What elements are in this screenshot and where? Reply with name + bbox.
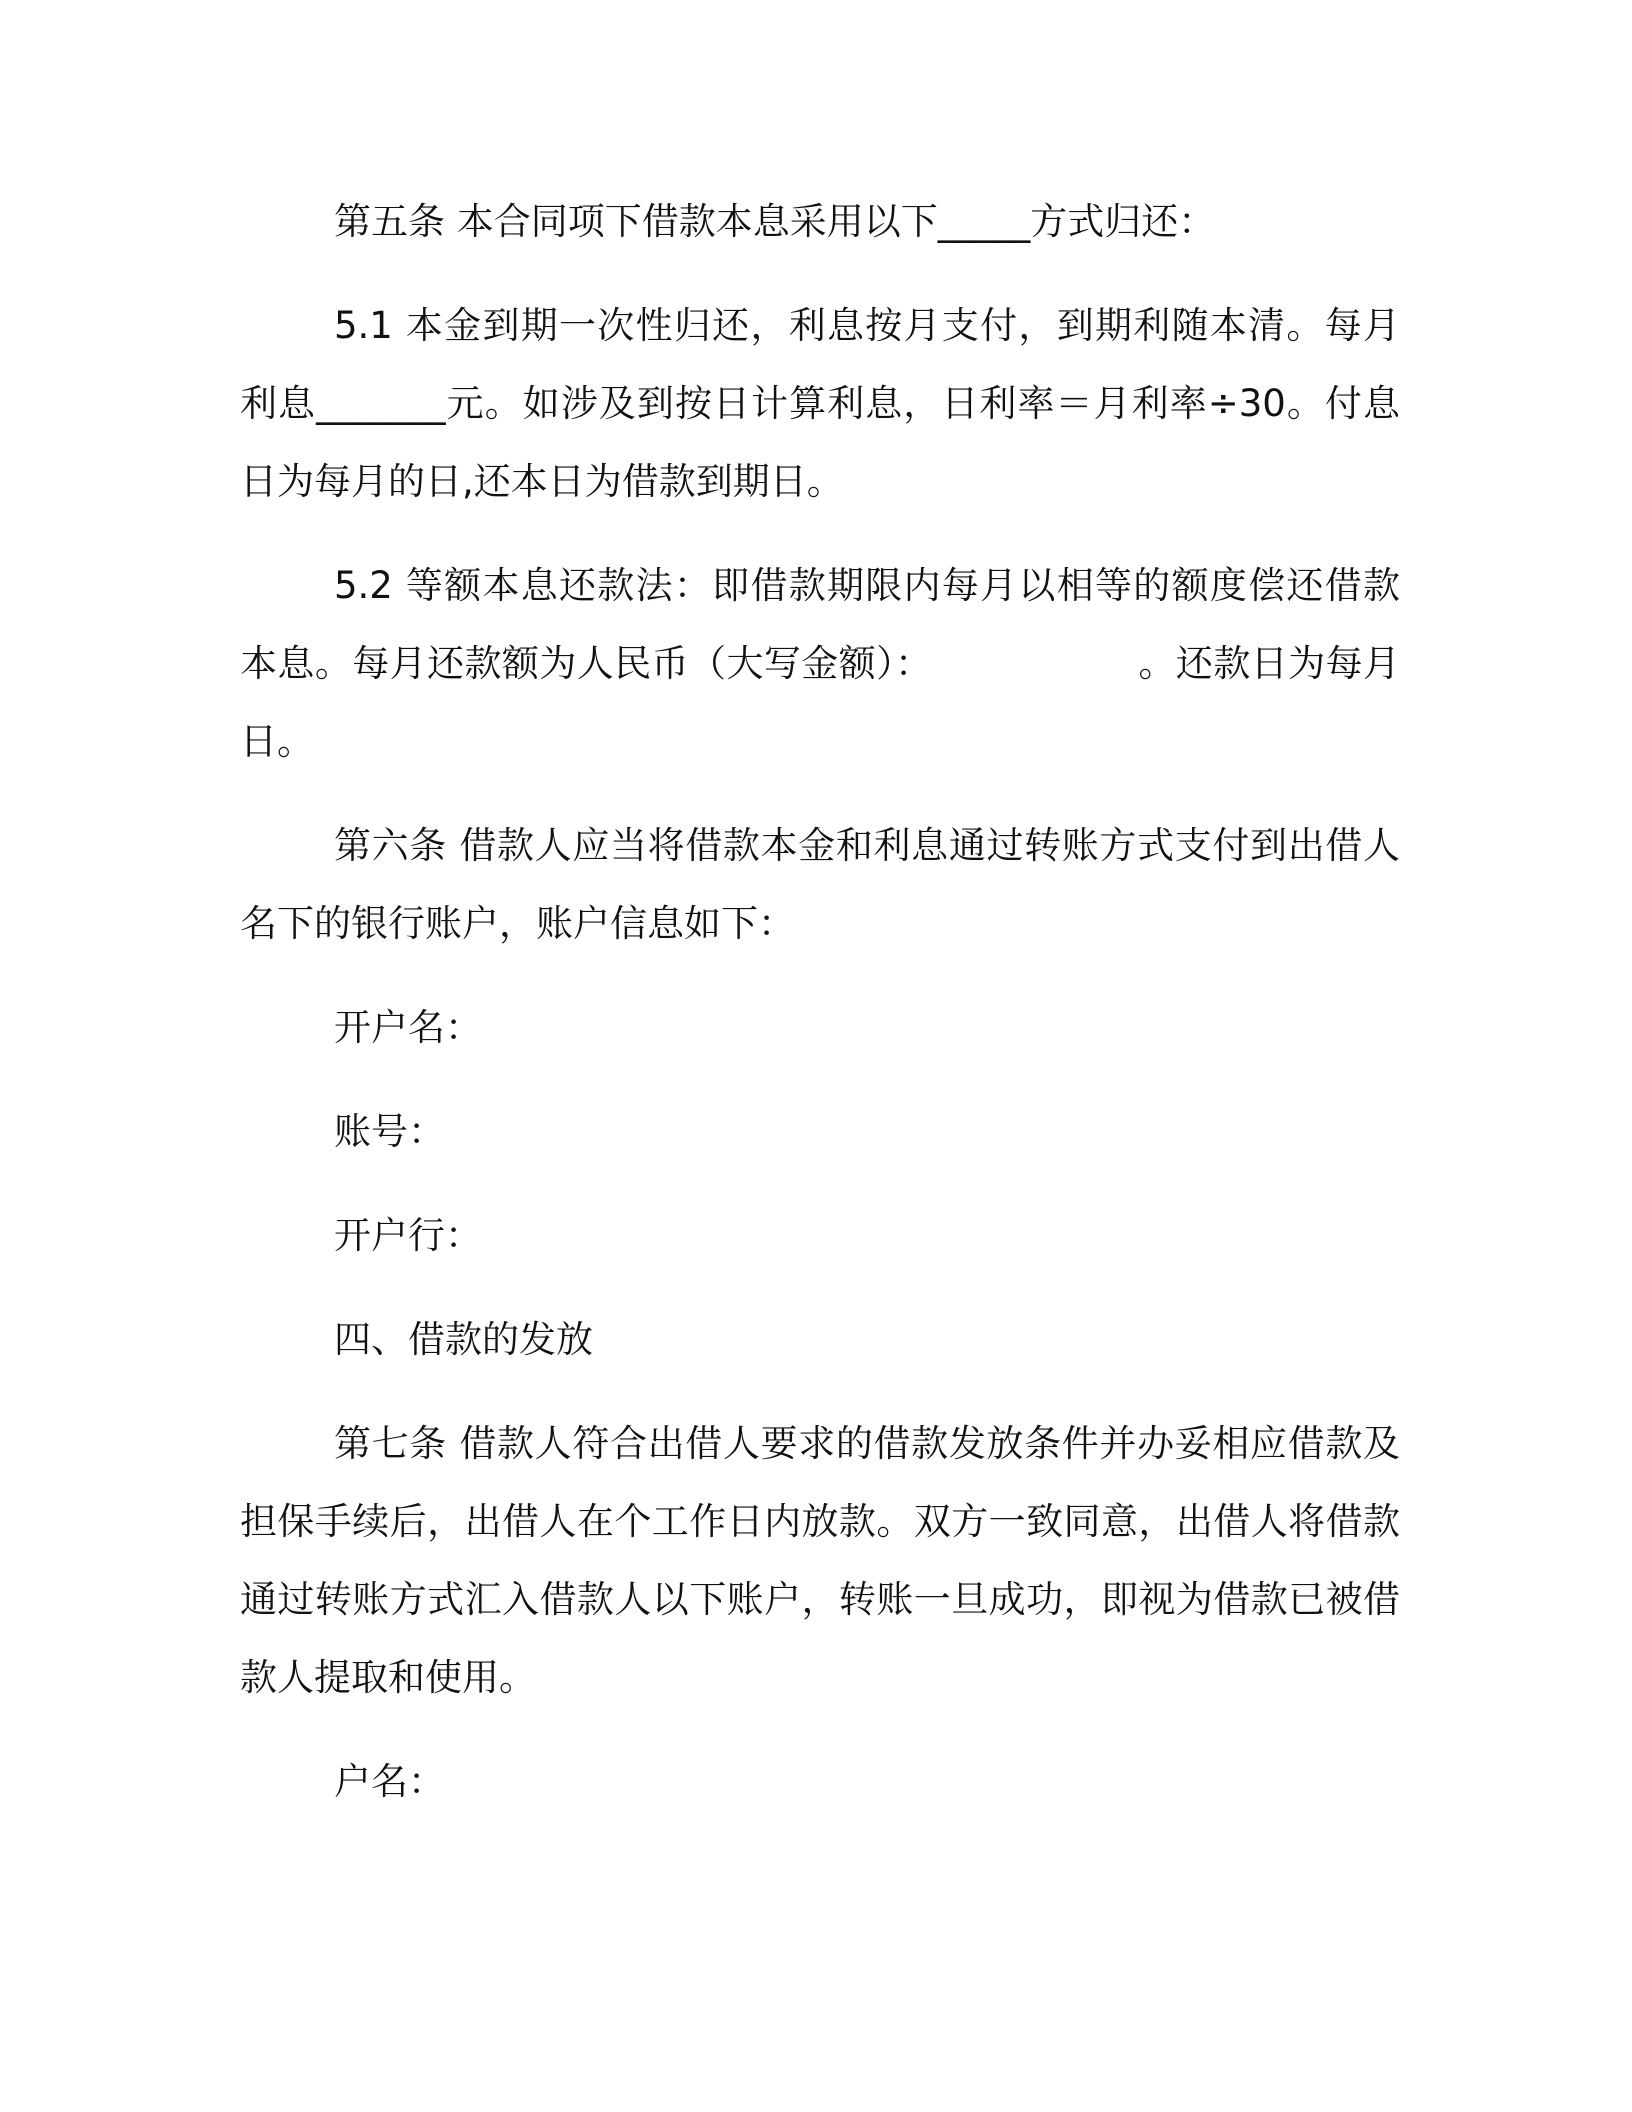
clause-5-1: 5.1 本金到期一次性归还，利息按月支付，到期利随本清。每月利息_______元。如涉及到按日计算利息，日利率＝月利率÷30。付息日为每月的日,还本日为借款到期日。: [240, 304, 1400, 503]
account-name-field: 开户名：: [334, 1006, 482, 1049]
section-4-heading: 四、借款的发放: [334, 1318, 593, 1361]
account-number-field: 账号：: [334, 1110, 445, 1153]
article-7: 第七条 借款人符合出借人要求的借款发放条件并办妥相应借款及担保手续后，出借人在个工作日内放款。双方一致同意，出借人将借款通过转账方式汇入借款人以下账户，转账一旦成功，即视为借款已被借款人提取和使用。: [240, 1422, 1400, 1699]
bank-branch-field: 开户行：: [334, 1214, 482, 1257]
article-6: 第六条 借款人应当将借款本金和利息通过转账方式支付到出借人名下的银行账户，账户信息如下：: [240, 824, 1400, 945]
article-5-heading: 第五条 本合同项下借款本息采用以下_____方式归还：: [334, 200, 1216, 243]
document-body: [240, 183, 1400, 1847]
clause-5-2: 5.2 等额本息还款法：即借款期限内每月以相等的额度偿还借款本息。每月还款额为人民币（大写金额）： 。还款日为每月日。: [240, 564, 1400, 763]
payee-name-field: 户名：: [334, 1760, 445, 1803]
